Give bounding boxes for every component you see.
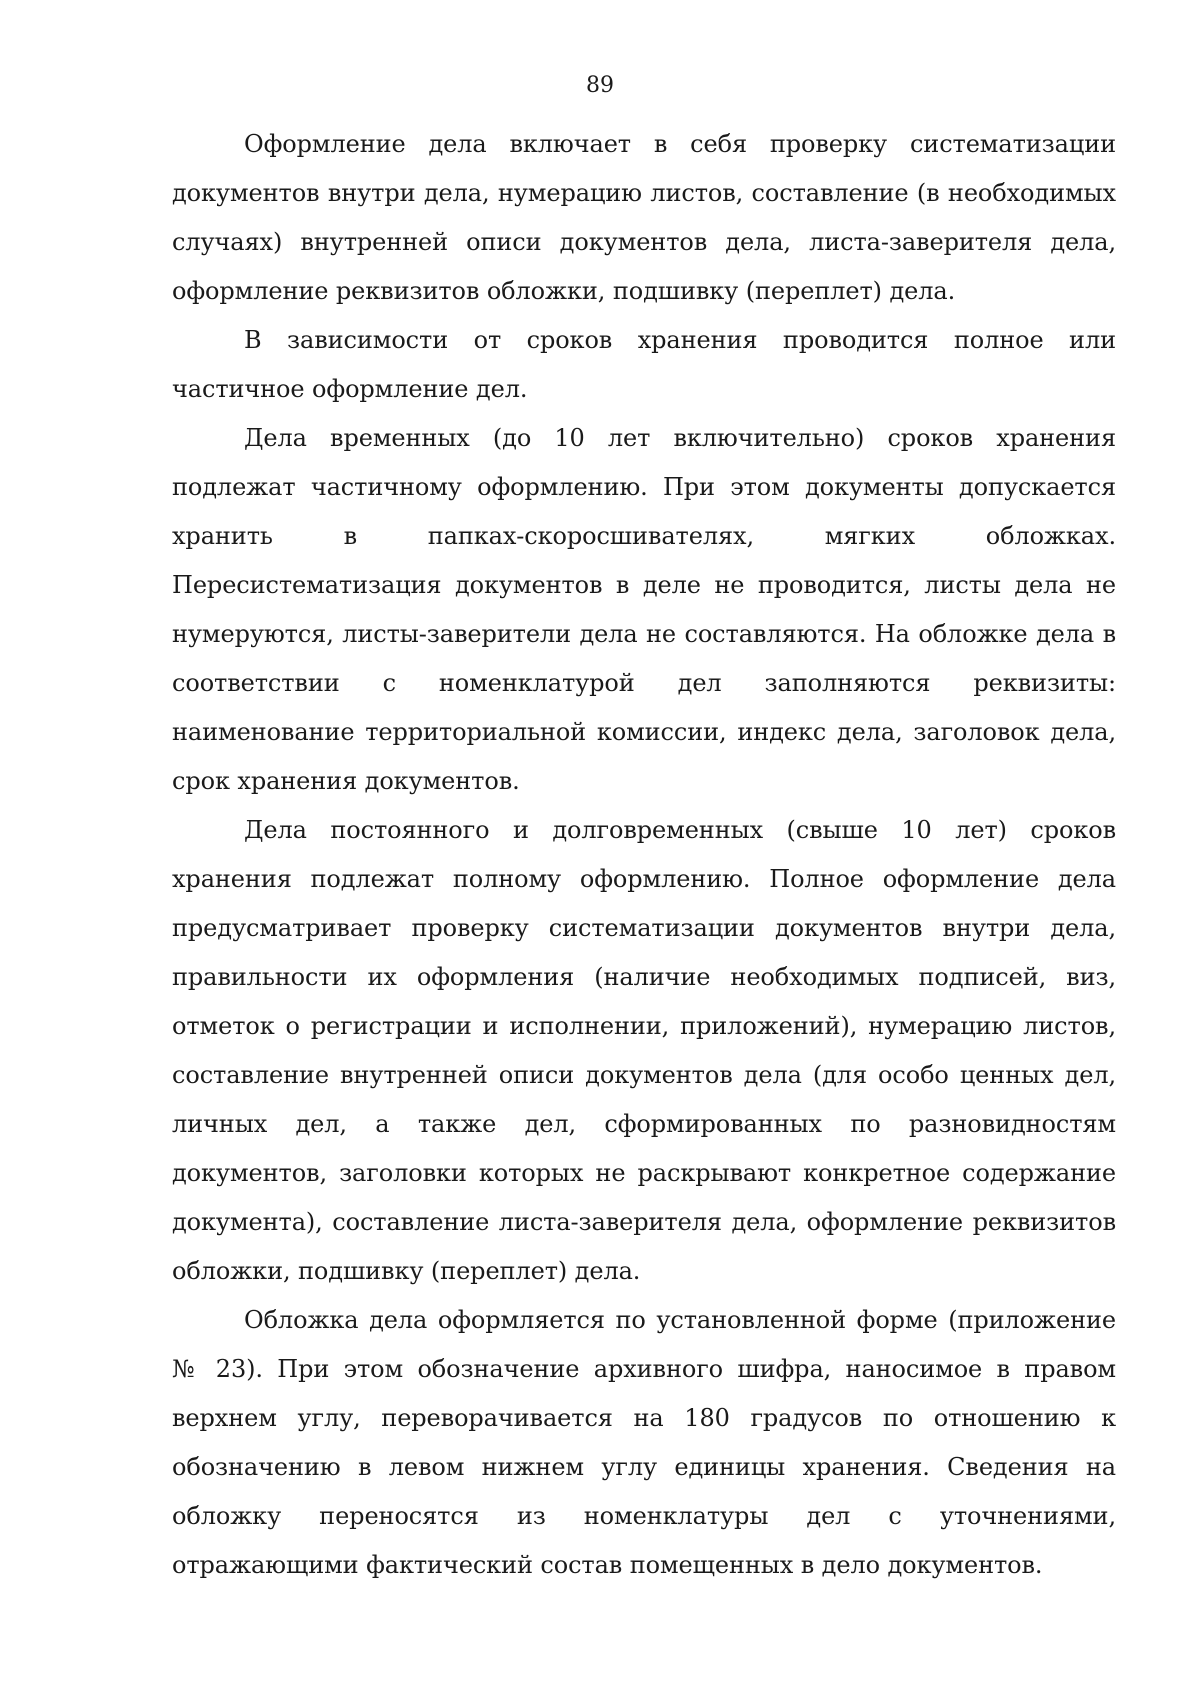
paragraph-5: Обложка дела оформляется по установленной форме (приложение № 23). При этом обозначение архивного шифра, наносимое в правом верхнем углу, переворачивается на 180 градусов по отношению к обозначению в левом нижнем углу единицы хранения. Сведения на обложку переносятся из номенклатуры дел с уточнениями, отражающими фактический состав помещенных в дело документов. [172,1306,1116,1579]
page-number: 89 [586,73,614,98]
paragraph-2: В зависимости от сроков хранения проводится полное или частичное оформление дел. [172,326,1116,403]
paragraph-1: Оформление дела включает в себя проверку систематизации документов внутри дела, нумерацию листов, составление (в необходимых случаях) внутренней описи документов дела, листа-заверителя дела, оформление реквизитов обложки, подшивку (переплет) дела. [172,130,1116,305]
paragraph-4: Дела постоянного и долговременных (свыше 10 лет) сроков хранения подлежат полному оформлению. Полное оформление дела предусматривает проверку систематизации документов внутри дела, правильности их оформления (наличие необходимых подписей, виз, отметок о регистрации и исполнении, приложений), нумерацию листов, составление внутренней описи документов дела (для особо ценных дел, личных дел, а также дел, сформированных по разновидностям документов, заголовки которых не раскрывают конкретное содержание документа), составление листа-заверителя дела, оформление реквизитов обложки, подшивку (переплет) дела. [172,816,1116,1285]
body-text [172,120,1116,1590]
paragraph-3: Дела временных (до 10 лет включительно) сроков хранения подлежат частичному оформлению. При этом документы допускается хранить в папках-скоросшивателях, мягких обложках. Пересистематизация документов в деле не проводится, листы дела не нумеруются, листы-заверители дела не составляются. На обложке дела в соответствии с номенклатурой дел заполняются реквизиты: наименование территориальной комиссии, индекс дела, заголовок дела, срок хранения документов. [172,424,1116,795]
